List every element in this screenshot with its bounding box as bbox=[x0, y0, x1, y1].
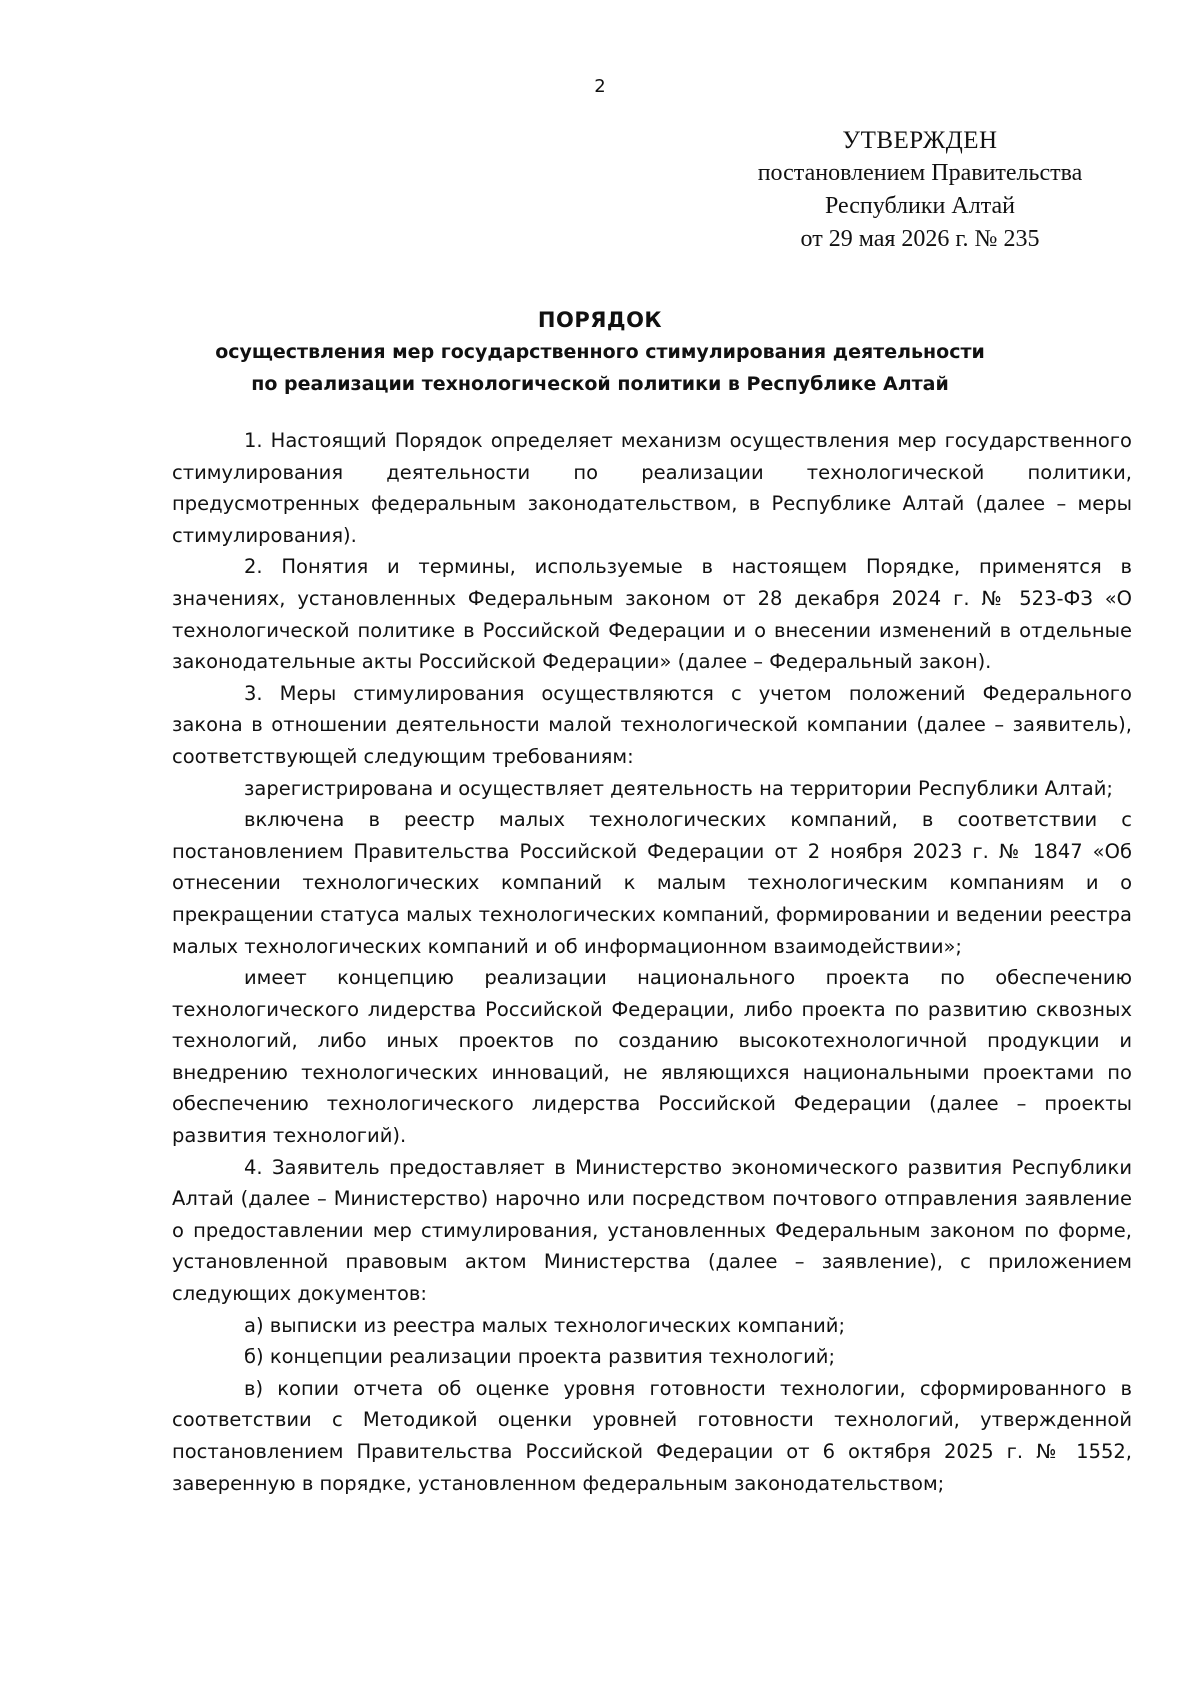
approval-line-2: Республики Алтай bbox=[825, 193, 1015, 219]
paragraph-2: 2. Понятия и термины, используемые в настоящем Порядке, применятся в значениях, установленных Федеральным законом от 28 декабря 2024 г. № 523-ФЗ «О технологической политике в Российской Федерации и о внесении изменений в отдельные законодательные акты Российской Федерации» (далее – Федеральный закон). bbox=[172, 555, 1132, 674]
document-subtitle-line-1: осуществления мер государственного стимулирования деятельности bbox=[215, 341, 985, 363]
approval-line-1: постановлением Правительства bbox=[757, 160, 1083, 186]
document-heading bbox=[0, 304, 1200, 400]
requirement-item: имеет концепцию реализации национального проекта по обеспечению технологического лидерства Российской Федерации, либо проекта по развитию сквозных технологий, либо иных проектов по созданию высокотехнологичной продукции и внедрению технологических инноваций, не являющихся национальными проектами по обеспечению технологического лидерства Российской Федерации (далее – проекты развития технологий). bbox=[172, 966, 1132, 1148]
paragraph-1: 1. Настоящий Порядок определяет механизм осуществления мер государственного стимулирования деятельности по реализации технологической политики, предусмотренных федеральным законодательством, в Республике Алтай (далее – меры стимулирования). bbox=[172, 429, 1132, 547]
paragraph-3: 3. Меры стимулирования осуществляются с учетом положений Федерального закона в отношении деятельности малой технологической компании (далее – заявитель), соответствующей следующим требованиям: bbox=[172, 681, 1132, 768]
approval-block bbox=[730, 124, 1110, 256]
requirement-item: зарегистрирована и осуществляет деятельность на территории Республики Алтай; bbox=[244, 776, 1113, 800]
approval-line-3: от 29 мая 2026 г. № 235 bbox=[800, 226, 1040, 252]
paragraph-4: 4. Заявитель предоставляет в Министерство экономического развития Республики Алтай (далее – Министерство) нарочно или посредством почтового отправления заявление о предоставлении мер стимулирования, установленных Федеральным законом по форме, установленной правовым актом Министерства (далее – заявление), с приложением следующих документов: bbox=[172, 1155, 1132, 1306]
document-list-item: в) копии отчета об оценке уровня готовности технологии, сформированного в соответствии с Методикой оценки уровней готовности технологий, утвержденной постановлением Правительства Российской Федерации от 6 октября 2025 г. № 1552, заверенную в порядке, установленном федеральным законодательством; bbox=[172, 1376, 1132, 1495]
document-body bbox=[172, 425, 1132, 1499]
document-subtitle-line-2: по реализации технологической политики в Республике Алтай bbox=[251, 373, 949, 395]
document-title: ПОРЯДОК bbox=[537, 308, 663, 332]
document-list-item: б) концепции реализации проекта развития технологий; bbox=[244, 1345, 836, 1369]
document-list-item: а) выписки из реестра малых технологических компаний; bbox=[244, 1313, 846, 1337]
requirement-item: включена в реестр малых технологических компаний, в соответствии с постановлением Правительства Российской Федерации от 2 ноября 2023 г. № 1847 «Об отнесении технологических компаний к малым технологическим компаниям и о прекращении статуса малых технологических компаний, формировании и ведении реестра малых технологических компаний и об информационном взаимодействии»; bbox=[172, 808, 1132, 958]
page-number: 2 bbox=[594, 76, 606, 97]
approval-title: УТВЕРЖДЕН bbox=[842, 127, 998, 154]
